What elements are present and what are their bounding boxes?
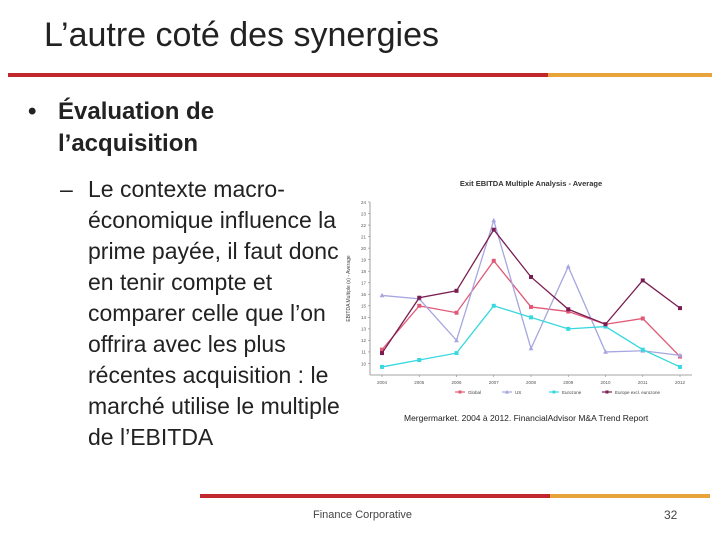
data-point-global — [641, 316, 645, 320]
sub-bullet-marker: – — [60, 176, 73, 202]
y-axis-label: EBITDA Multiple (x) - Average — [346, 255, 352, 322]
data-point-us — [566, 264, 571, 268]
y-tick-label: 12 — [360, 338, 366, 344]
data-point-europe_excl — [529, 275, 533, 279]
y-tick-label: 21 — [360, 234, 366, 240]
legend-label: US — [515, 389, 522, 395]
x-tick-label: 2005 — [414, 380, 425, 385]
x-tick-label: 2008 — [525, 380, 537, 385]
data-point-europe_excl — [641, 278, 645, 282]
x-tick-label: 2010 — [600, 380, 611, 385]
data-point-us — [491, 218, 496, 222]
y-tick-label: 11 — [361, 349, 366, 355]
data-point-eurozone — [566, 327, 570, 331]
data-point-europe_excl — [380, 351, 384, 355]
legend-swatch-marker — [553, 391, 556, 394]
legend-label: Eurozone — [562, 389, 582, 395]
y-tick-label: 18 — [360, 269, 366, 274]
data-point-global — [492, 259, 496, 263]
data-point-global — [455, 311, 459, 315]
series-line-eurozone — [382, 306, 680, 367]
y-tick-label: 16 — [360, 292, 366, 298]
data-point-eurozone — [417, 358, 421, 362]
data-point-global — [417, 304, 421, 308]
y-tick-label: 14 — [360, 315, 366, 321]
series-line-europe_excl — [382, 230, 680, 353]
footer-rule — [200, 494, 710, 498]
x-tick-label: 2006 — [451, 380, 462, 385]
data-point-europe_excl — [678, 306, 682, 310]
sub-bullet-text: Le contexte macro-économique influence la prime payée, il faut donc en tenir compte et comparer celle que l’on offrira avec les plus récentes acquisition : le marché utilise le multiple de l’EBITDA — [88, 176, 340, 450]
y-tick-label: 22 — [360, 222, 366, 228]
data-point-eurozone — [380, 365, 384, 369]
x-tick-label: 2011 — [637, 380, 648, 385]
data-point-us — [529, 346, 534, 350]
y-tick-label: 13 — [360, 326, 366, 332]
title-underline — [8, 73, 712, 77]
legend-label: Europe excl. eurozone — [615, 389, 661, 395]
data-point-eurozone — [678, 365, 682, 369]
bullet-text: Évaluation de l’acquisition — [58, 98, 215, 157]
y-tick-label: 20 — [360, 245, 366, 251]
footer-text: Finance Corporative — [313, 509, 413, 521]
slide-title: L’autre coté des synergies — [44, 16, 440, 54]
data-point-eurozone — [641, 348, 645, 352]
chart-title: Exit EBITDA Multiple Analysis - Average — [459, 179, 603, 188]
data-point-europe_excl — [455, 289, 459, 293]
x-tick-label: 2012 — [674, 380, 686, 385]
x-tick-label: 2007 — [488, 380, 499, 385]
bullet-marker: • — [28, 98, 37, 125]
series-line-us — [382, 220, 680, 355]
data-point-global — [529, 305, 533, 309]
legend-swatch-marker — [459, 391, 462, 394]
legend-label: Global — [468, 389, 482, 395]
y-tick-label: 19 — [360, 257, 366, 263]
x-tick-label: 2004 — [376, 380, 388, 385]
x-tick-label: 2009 — [563, 380, 574, 385]
data-point-europe_excl — [492, 228, 496, 232]
data-point-eurozone — [492, 304, 496, 308]
y-tick-label: 15 — [360, 303, 366, 309]
data-point-europe_excl — [417, 296, 421, 300]
ebitda-multiple-chart — [340, 170, 710, 400]
data-point-eurozone — [455, 351, 459, 355]
y-tick-label: 24 — [360, 199, 366, 205]
data-point-europe_excl — [604, 322, 608, 326]
y-tick-label: 17 — [360, 280, 366, 286]
page-number: 32 — [664, 508, 678, 522]
y-tick-label: 10 — [360, 361, 366, 367]
data-point-europe_excl — [566, 307, 570, 311]
chart-source: Mergermarket. 2004 à 2012. FinancialAdvisor M&A Trend Report — [404, 413, 649, 423]
data-point-eurozone — [529, 315, 533, 319]
y-tick-label: 23 — [360, 211, 366, 217]
legend-swatch-marker — [606, 391, 609, 394]
